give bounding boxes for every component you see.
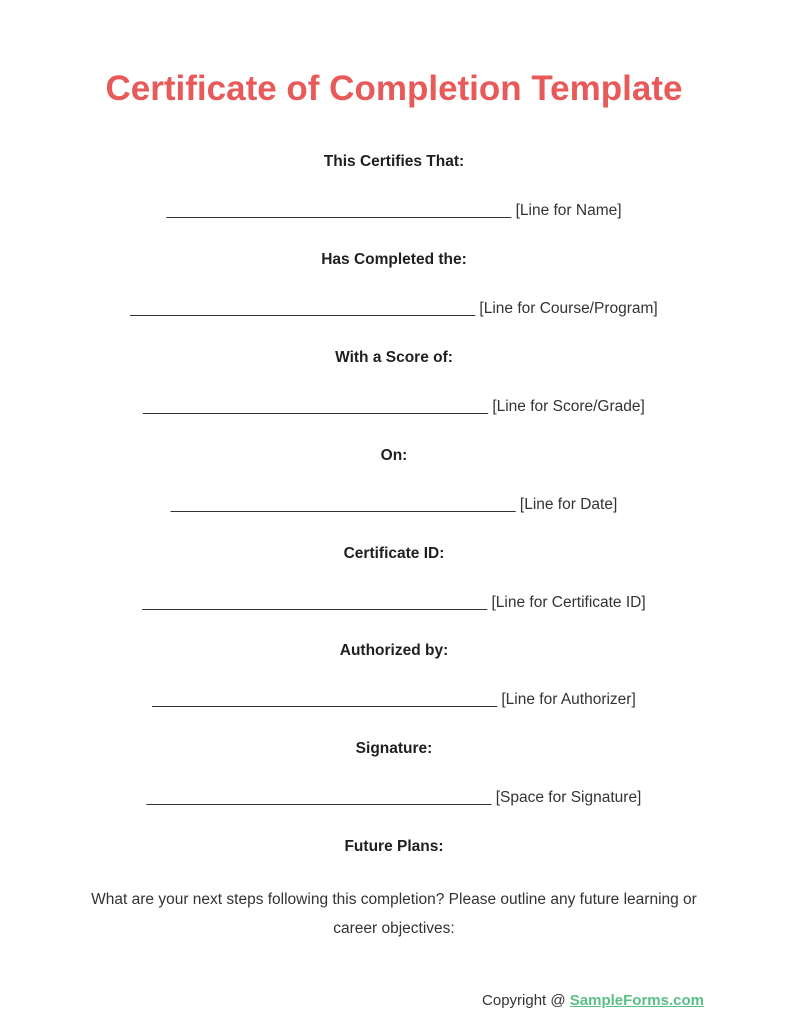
signature-blank: ________________________________________	[146, 789, 492, 806]
signature-label: Signature:	[355, 740, 433, 757]
signature-line[interactable]	[0, 788, 788, 808]
brand-link[interactable]: SampleForms.com	[569, 992, 704, 1009]
authorizer-placeholder: [Line for Authorizer]	[501, 691, 636, 708]
score-blank: ________________________________________	[143, 398, 488, 415]
date-placeholder: [Line for Date]	[519, 496, 618, 513]
certificate-id-placeholder: [Line for Certificate ID]	[491, 594, 646, 611]
date-line[interactable]	[0, 495, 788, 515]
score-label: With a Score of:	[335, 349, 453, 366]
authorizer-blank: ________________________________________	[152, 691, 498, 708]
course-placeholder: [Line for Course/Program]	[479, 300, 658, 317]
certificate-id-blank: ________________________________________	[142, 594, 488, 611]
score-line[interactable]	[0, 397, 788, 417]
name-line[interactable]	[0, 201, 788, 221]
date-label: On:	[380, 447, 408, 464]
score-placeholder: [Line for Score/Grade]	[492, 398, 645, 415]
course-blank: ________________________________________	[130, 300, 476, 317]
date-blank: ________________________________________	[170, 496, 516, 513]
authorized-by-label: Authorized by:	[339, 642, 449, 659]
course-label: Has Completed the:	[321, 251, 467, 268]
copyright-text: Copyright @	[482, 992, 566, 1009]
course-line[interactable]	[0, 299, 788, 319]
page-title: Certificate of Completion Template	[105, 69, 683, 108]
name-placeholder: [Line for Name]	[515, 202, 622, 219]
name-blank: ________________________________________	[166, 202, 512, 219]
signature-placeholder: [Space for Signature]	[495, 789, 642, 806]
authorizer-line[interactable]	[0, 690, 788, 710]
future-plans-prompt: What are your next steps following this completion? Please outline any future learning or career objectives:	[91, 891, 697, 937]
certificate-id-line[interactable]	[0, 593, 788, 613]
name-label: This Certifies That:	[323, 153, 465, 170]
future-plans-label: Future Plans:	[344, 838, 444, 855]
certificate-id-label: Certificate ID:	[343, 545, 445, 562]
footer-copyright	[482, 991, 704, 1011]
